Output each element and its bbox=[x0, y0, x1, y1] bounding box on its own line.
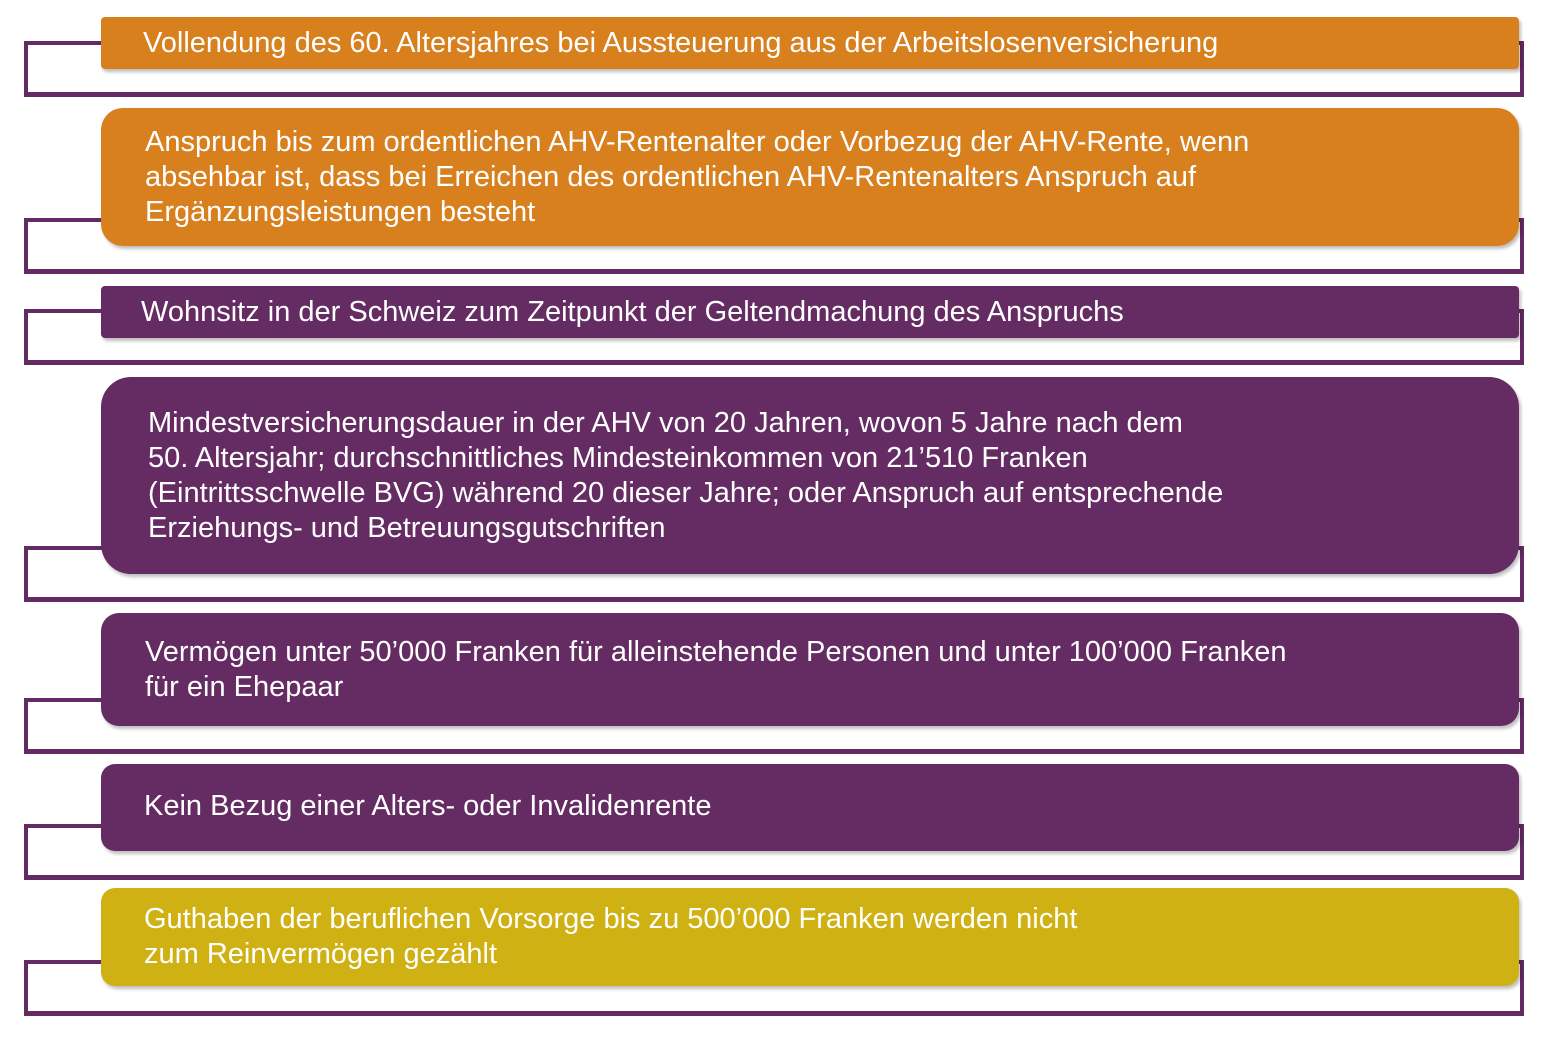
criterion-text-1: Vollendung des 60. Altersjahres bei Aussteuerung aus der Arbeitslosenversicherung bbox=[143, 26, 1219, 59]
criterion-box-7 bbox=[101, 888, 1519, 986]
criterion-box-2 bbox=[101, 108, 1519, 246]
criterion-text-6: Kein Bezug einer Alters- oder Invalidenrente bbox=[144, 790, 712, 822]
criterion-text-2: Anspruch bis zum ordentlichen AHV-Rentenalter oder Vorbezug der AHV-Rente, wenn absehbar ist, dass bei Erreichen des ordentlichen AHV-Rentenalters Anspruch auf Ergänzungsleistungen besteht bbox=[145, 125, 1250, 228]
criterion-box-6 bbox=[101, 764, 1519, 851]
criterion-text-4: Mindestversicherungsdauer in der AHV von 20 Jahren, wovon 5 Jahre nach dem 50. Altersjahr; durchschnittliches Mindesteinkommen von 21’510 Franken (Eintrittsschwelle BVG) während 20 dieser Jahre; oder Anspruch auf entsprechende Erziehungs- und Betreuungsgutschriften bbox=[148, 406, 1224, 544]
criterion-box-4 bbox=[101, 377, 1519, 574]
criterion-box-1 bbox=[101, 17, 1519, 69]
criterion-text-3: Wohnsitz in der Schweiz zum Zeitpunkt der Geltendmachung des Anspruchs bbox=[141, 295, 1124, 328]
criterion-box-5 bbox=[101, 613, 1519, 726]
criterion-text-7: Guthaben der beruflichen Vorsorge bis zu 500’000 Franken werden nicht zum Reinvermögen gezählt bbox=[144, 903, 1078, 970]
criterion-text-5: Vermögen unter 50’000 Franken für alleinstehende Personen und unter 100’000 Franken für ein Ehepaar bbox=[145, 635, 1287, 703]
criterion-box-3 bbox=[101, 286, 1519, 338]
